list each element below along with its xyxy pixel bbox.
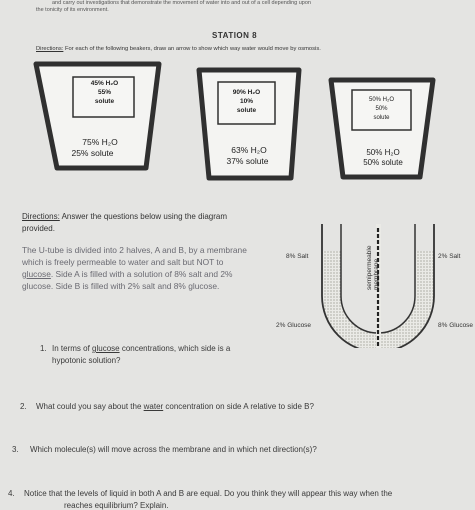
q2-water-link: water — [143, 402, 164, 411]
right-glucose-label: 8% Glucose — [438, 322, 474, 329]
question-3: 3. Which molecule(s) will move across the membrane and in which net direction(s)? — [12, 445, 317, 454]
question-4-line-2: reaches equilibrium? Explain. — [64, 501, 169, 510]
header-line-2: the tonicity of its environment. — [36, 7, 109, 13]
station-title: STATION 8 — [212, 31, 258, 40]
membrane-label-line-2: membrane — [373, 258, 380, 290]
beaker-2-inner-solute-pct: 10% — [239, 98, 253, 105]
beaker-1-inner-solute: solute — [94, 98, 115, 105]
right-salt-label: 2% Salt — [438, 253, 461, 260]
paragraph-line-3: glucose. Side A is filled with a solution of 8% salt and 2% — [22, 269, 233, 279]
beaker-1-outer-solute: 25% solute — [71, 148, 114, 158]
beaker-1-inner-water: 45% H₂O — [90, 80, 119, 87]
beaker-3-outer-solute: 50% solute — [363, 158, 403, 167]
beaker-1-outer-water: 75% H₂O — [82, 137, 118, 147]
glucose-link: glucose — [22, 269, 51, 279]
utube-directions-label: Directions: — [22, 212, 60, 221]
left-salt-label: 8% Salt — [286, 253, 309, 260]
utube-directions — [22, 212, 227, 221]
beaker-3-inner-solute: solute — [373, 115, 390, 121]
question-1: 1. In terms of glucose concentrations, which side is a — [40, 344, 231, 353]
beaker-2-outer-solute: 37% solute — [226, 156, 269, 166]
paragraph-line-4: glucose. Side B is filled with 2% salt and 8% glucose. — [22, 281, 220, 291]
utube-directions-line-2: provided. — [22, 224, 55, 233]
question-2: 2. What could you say about the water concentration on side A relative to side B? — [20, 402, 314, 411]
paragraph-line-2: which is freely permeable to water and salt but NOT to — [22, 257, 224, 267]
directions-label: Directions: — [36, 46, 64, 52]
beaker-2-inner-solute: solute — [236, 107, 257, 114]
beaker-1-inner-solute-pct: 55% — [97, 89, 111, 96]
left-glucose-label: 2% Glucose — [276, 322, 312, 329]
directions-text: For each of the following beakers, draw an arrow to show which way water would move by osmosis. — [65, 46, 321, 52]
beaker-3-inner-solute-pct: 50% — [375, 106, 388, 112]
question-1-line-2: hypotonic solution? — [52, 356, 121, 365]
beaker-2-inner-water: 90% H₂O — [232, 89, 261, 96]
beaker-3-inner-water: 50% H₂O — [368, 97, 394, 103]
beaker-3-outer-water: 50% H₂O — [366, 148, 400, 157]
paragraph-line-1: The U-tube is divided into 2 halves, A and B, by a membrane — [22, 245, 247, 255]
q1-glucose-link: glucose — [92, 344, 120, 353]
membrane-label — [366, 246, 380, 290]
membrane-label-line-1: semipermeable — [366, 245, 373, 290]
header-line-1-left: and carry out investigations that demonstrate the movement of water into and out of a cell depending upon — [52, 0, 311, 6]
question-4: 4. Notice that the levels of liquid in both A and B are equal. Do you think they will appear this way when the — [8, 489, 393, 498]
utube-directions-text: Answer the questions below using the diagram — [61, 212, 228, 221]
beaker-2-outer-water: 63% H₂O — [231, 145, 267, 155]
